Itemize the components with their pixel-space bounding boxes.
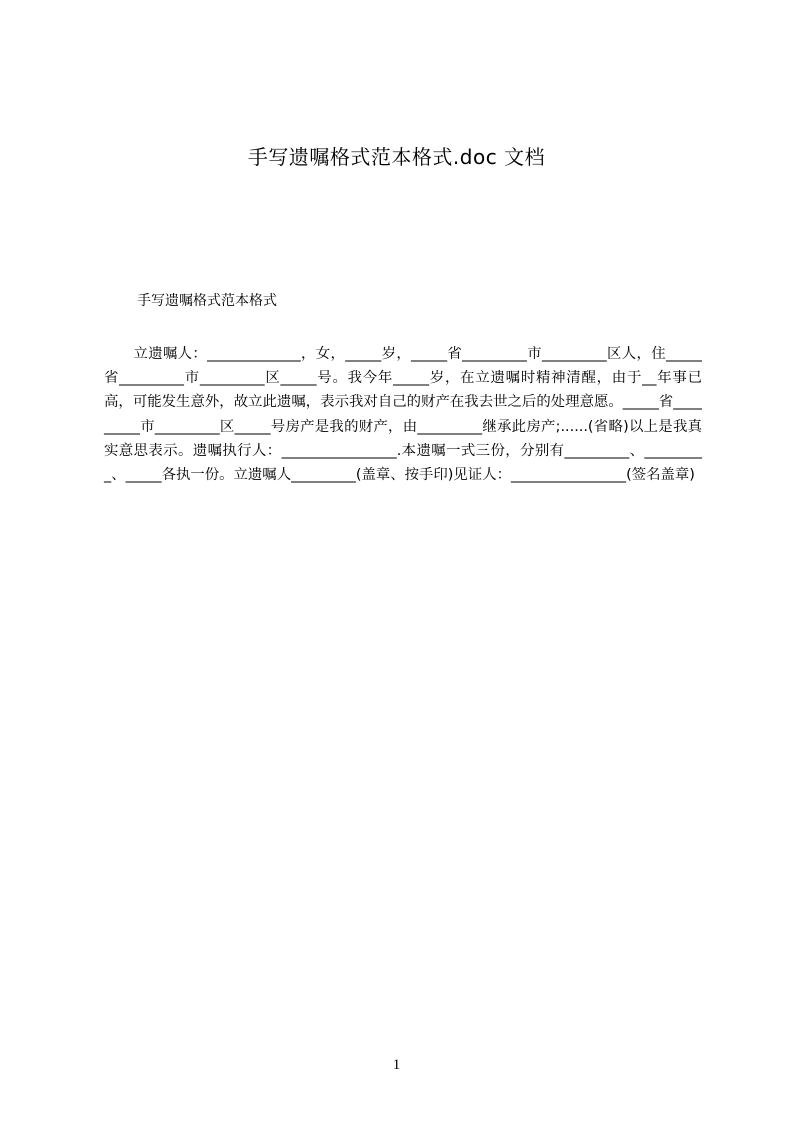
will-body-paragraph: 立遗嘱人：_____________，女，_____岁，_____省_________市_________区人，住_____省_________市_________区_____号。我今年_____岁，在立遗嘱时精神清醒，由于__年事已高，可能发生意外，故立此遗嘱，表示我对自己的财产在我去世之后的处理意愿。_____省_________市_________区_____号房产是我的财产，由_________继承此房产;......(省略)以上是我真实意思表示。遗嘱执行人：________________.本遗嘱一式三份，分别有_________、_________、_____各执一份。立遗嘱人_________(盖章、按手印)见证人：________________(签名盖章)	[104, 346, 702, 484]
page-number: 1	[392, 1057, 401, 1073]
document-subtitle: 手写遗嘱格式范本格式	[137, 293, 277, 309]
document-title: 手写遗嘱格式范本格式.doc 文档	[247, 145, 546, 169]
